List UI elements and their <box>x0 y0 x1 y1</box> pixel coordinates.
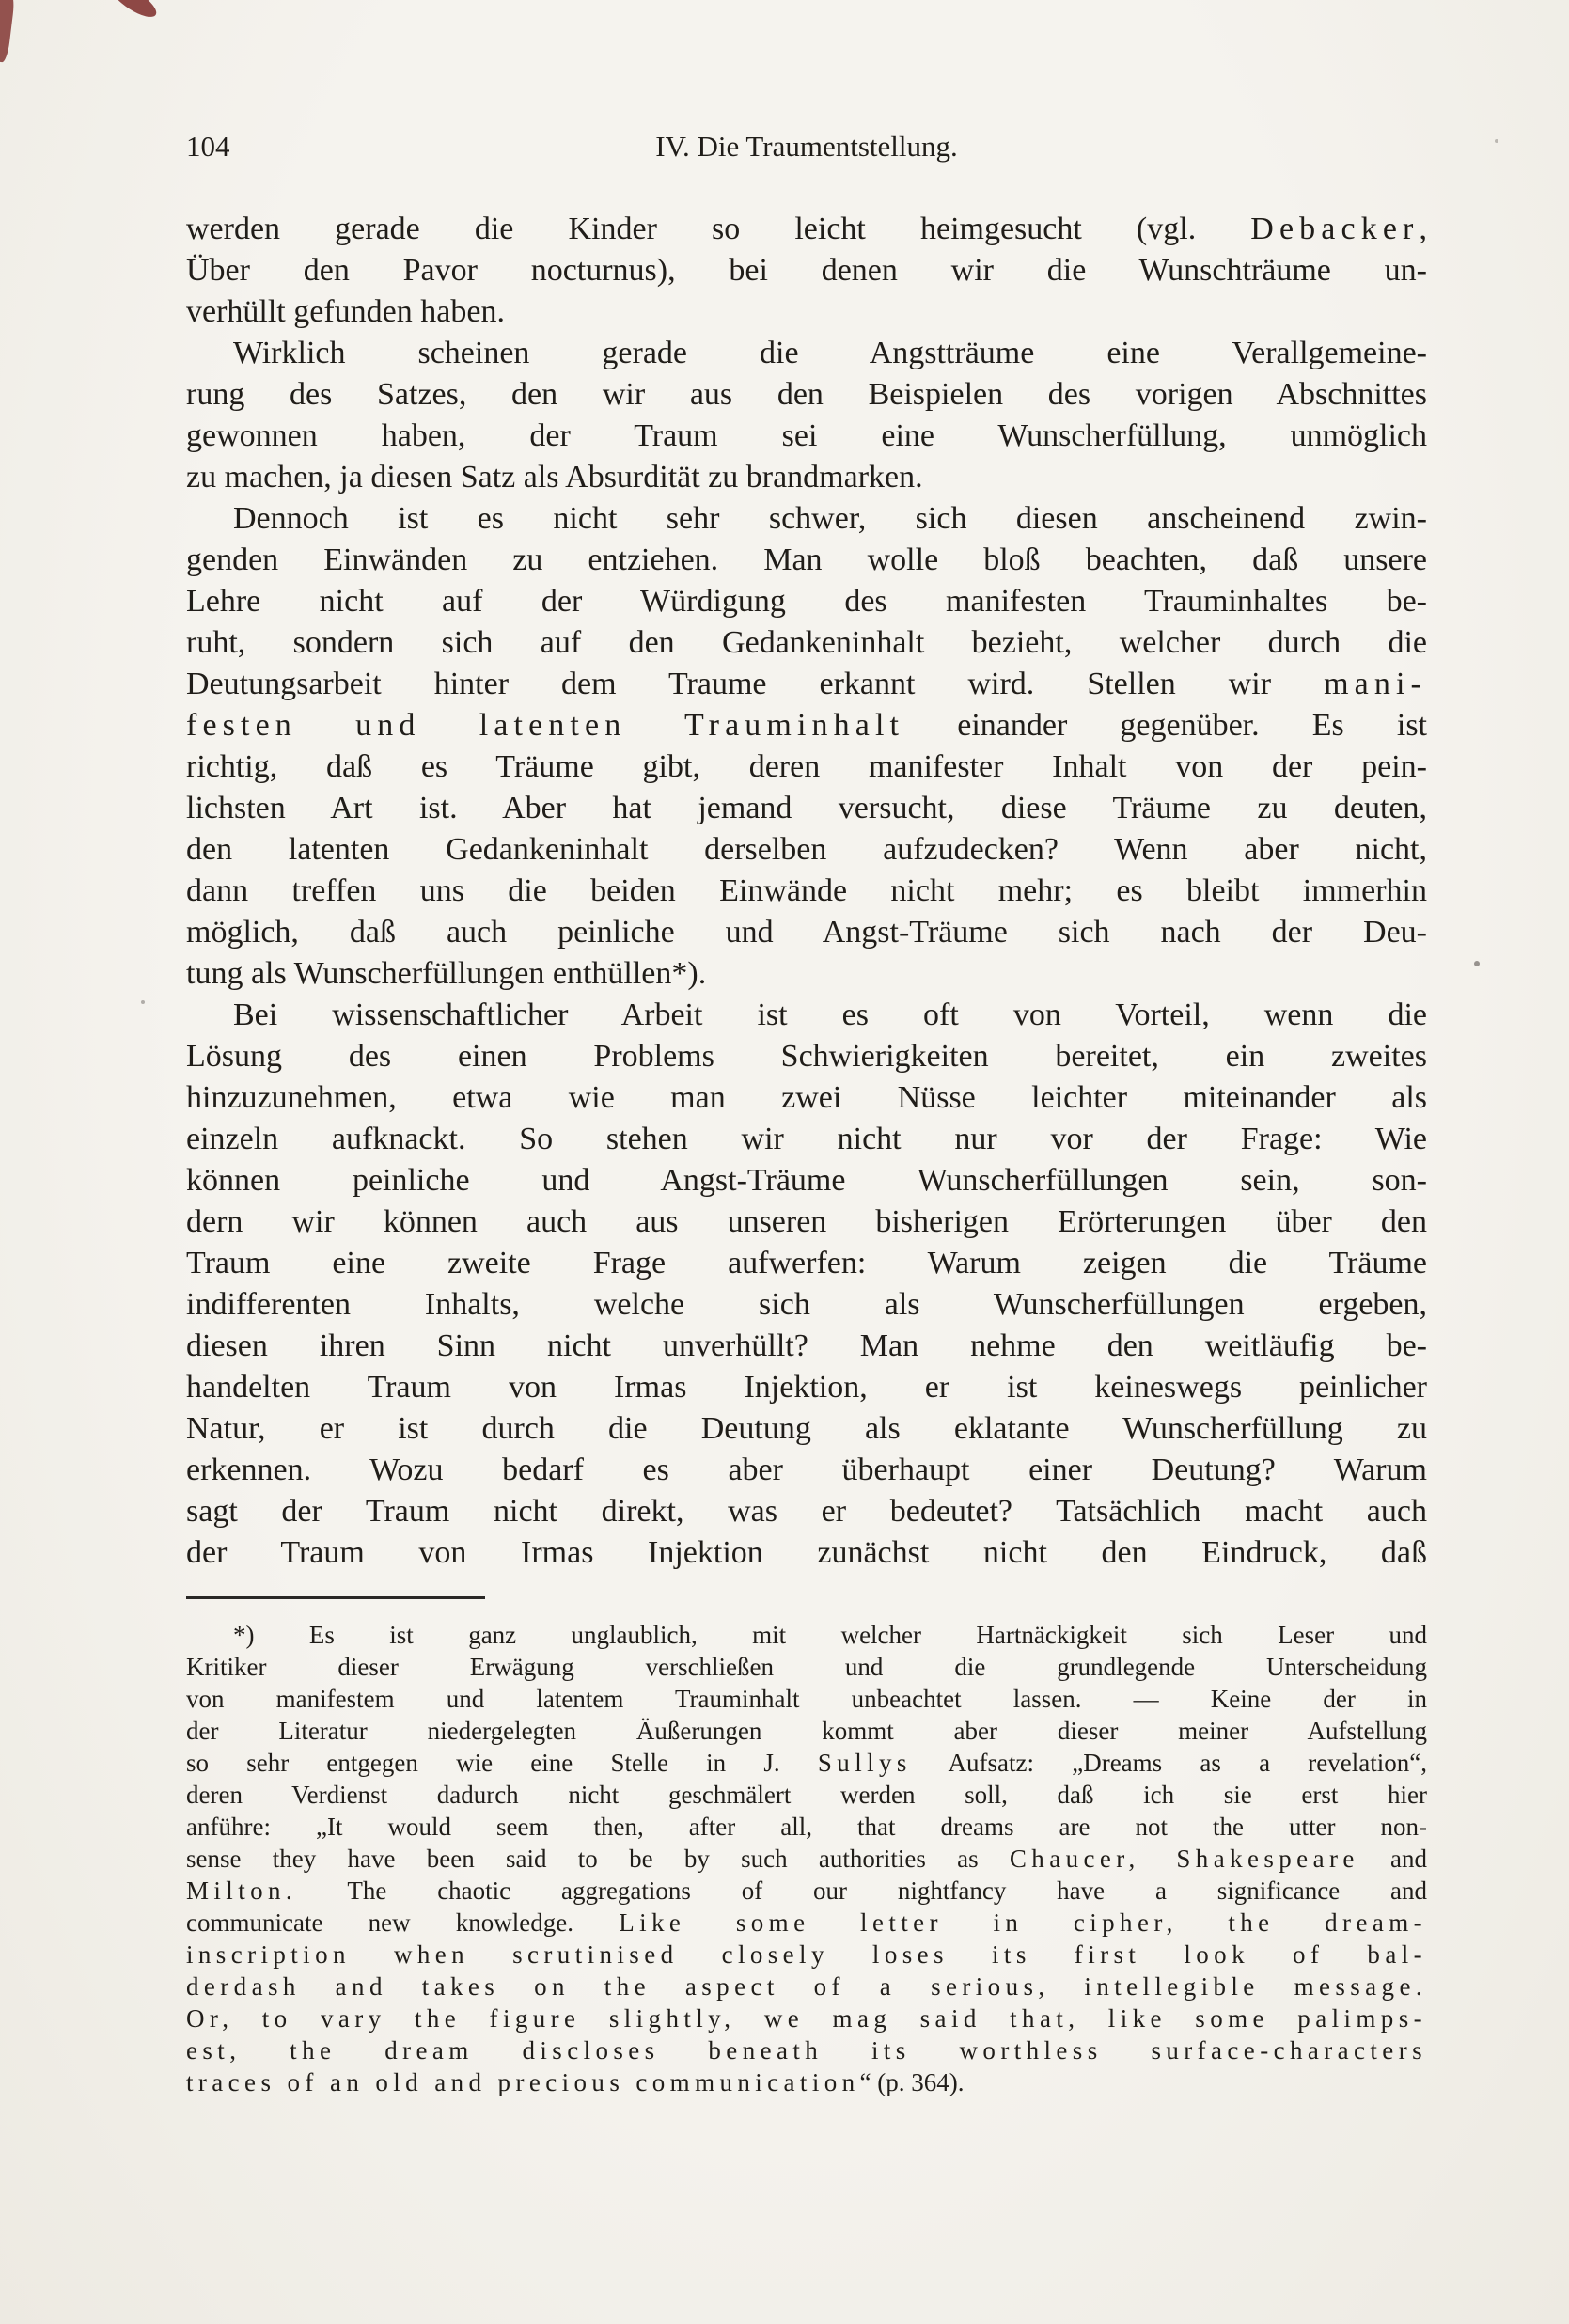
text-line: Wirklich scheinen gerade die Angstträume eine Verallgemeine- <box>233 336 1427 370</box>
letterspaced-text: traces of an old and precious communication <box>186 2068 860 2096</box>
text-line: genden Einwänden zu entziehen. Man wolle bloß beachten, daß unsere <box>186 542 1427 577</box>
text-line: diesen ihren Sinn nicht unverhüllt? Man nehme den weitläufig be- <box>186 1328 1427 1363</box>
text-line: Bei wissenschaftlicher Arbeit ist es oft von Vorteil, wenn die <box>233 997 1427 1032</box>
text-line: verhüllt gefunden haben. <box>186 294 505 329</box>
letterspaced-text: Like some letter in cipher, the dream- <box>619 1908 1427 1937</box>
letterspaced-text: Debacker <box>1250 212 1420 246</box>
letterspaced-text: mani- <box>1324 667 1427 701</box>
letterspaced-text: Chaucer, Shakespeare <box>1009 1845 1359 1873</box>
footnote <box>186 1619 1427 2098</box>
paragraph <box>186 498 1427 995</box>
text-line: den latenten Gedankeninhalt derselben aufzudecken? Wenn aber nicht, <box>186 832 1427 867</box>
letterspaced-text: Sullys <box>817 1749 912 1777</box>
text-line: tung als Wunscherfüllungen enthüllen*). <box>186 956 707 991</box>
text-line: dern wir können auch aus unseren bisherigen Erörterungen über den <box>186 1204 1427 1239</box>
running-title: IV. Die Traumentstellung. <box>655 130 958 163</box>
text-line: möglich, daß auch peinliche und Angst-Träume sich nach der Deu- <box>186 915 1427 950</box>
text-line: Lehre nicht auf der Würdigung des manifesten Trauminhaltes be- <box>186 584 1427 619</box>
letterspaced-text: Milton. <box>186 1876 298 1905</box>
scan-artifact <box>1474 961 1480 966</box>
text-line: werden gerade die Kinder so leicht heimgesucht (vgl. Debacker, <box>186 212 1427 246</box>
text-line: indifferenten Inhalts, welche sich als Wunscherfüllungen ergeben, <box>186 1287 1427 1322</box>
text-line: anführe: „It would seem then, after all, that dreams are not the utter non- <box>186 1813 1427 1841</box>
paragraph <box>186 209 1427 333</box>
text-line: sagt der Traum nicht direkt, was er bedeutet? Tatsächlich macht auch <box>186 1494 1427 1529</box>
text-line: Lösung des einen Problems Schwierigkeiten bereitet, ein zweites <box>186 1039 1427 1074</box>
text-line: Dennoch ist es nicht sehr schwer, sich diesen anscheinend zwin- <box>233 501 1427 536</box>
text-line: deren Verdienst dadurch nicht geschmälert werden soll, daß ich sie erst hier <box>186 1781 1427 1809</box>
page-number: 104 <box>186 130 230 163</box>
text-line: von manifestem und latentem Trauminhalt unbeachtet lassen. — Keine der in <box>186 1685 1427 1713</box>
text-line: zu machen, ja diesen Satz als Absurdität zu brandmarken. <box>186 460 923 495</box>
text-line: so sehr entgegen wie eine Stelle in J. Sullys Aufsatz: „Dreams as a revelation“, <box>186 1749 1427 1777</box>
page-header <box>186 126 1427 167</box>
text-line: traces of an old and precious communication“ (p. 364). <box>186 2068 965 2096</box>
body-text <box>186 209 1427 1574</box>
scan-artifact <box>0 0 15 63</box>
text-line <box>186 1971 1427 2002</box>
text-line: Deutungsarbeit hinter dem Traume erkannt wird. Stellen wir mani- <box>186 667 1427 701</box>
paragraph <box>186 995 1427 1574</box>
text-line <box>186 1939 1427 1971</box>
letterspaced-text: Or, to vary the figure slightly, we mag said that, like some palimps- <box>186 2004 1427 2033</box>
text-line: Über den Pavor nocturnus), bei denen wir die Wunschträume un- <box>186 253 1427 288</box>
text-line: communicate new knowledge. Like some letter in cipher, the dream- <box>186 1908 1427 1937</box>
text-line: dann treffen uns die beiden Einwände nicht mehr; es bleibt immerhin <box>186 873 1427 908</box>
scan-artifact <box>108 0 161 23</box>
text-line: festen und latenten Trauminhalt einander gegenüber. Es ist <box>186 708 1427 743</box>
footnote-separator <box>186 1596 485 1599</box>
text-line: der Literatur niedergelegten Äußerungen kommt aber dieser meiner Aufstellung <box>186 1717 1427 1745</box>
text-line: einzeln aufknackt. So stehen wir nicht nur vor der Frage: Wie <box>186 1122 1427 1156</box>
text-line: erkennen. Wozu bedarf es aber überhaupt einer Deutung? Warum <box>186 1452 1427 1487</box>
text-line: richtig, daß es Träume gibt, deren manifester Inhalt von der pein- <box>186 749 1427 784</box>
text-line: der Traum von Irmas Injektion zunächst nicht den Eindruck, daß <box>186 1535 1427 1570</box>
text-line <box>186 2002 1427 2034</box>
scan-artifact <box>1495 139 1498 143</box>
text-line: Natur, er ist durch die Deutung als eklatante Wunscherfüllung zu <box>186 1411 1427 1446</box>
text-line: sense they have been said to be by such authorities as Chaucer, Shakespeare and <box>186 1845 1427 1873</box>
text-line: können peinliche und Angst-Träume Wunscherfüllungen sein, son- <box>186 1163 1427 1198</box>
text-line: rung des Satzes, den wir aus den Beispielen des vorigen Abschnittes <box>186 377 1427 412</box>
paragraph <box>186 333 1427 498</box>
text-line: hinzuzunehmen, etwa wie man zwei Nüsse leichter miteinander als <box>186 1080 1427 1115</box>
text-line: gewonnen haben, der Traum sei eine Wunscherfüllung, unmöglich <box>186 418 1427 453</box>
text-line: handelten Traum von Irmas Injektion, er ist keineswegs peinlicher <box>186 1370 1427 1405</box>
text-line: ruht, sondern sich auf den Gedankeninhalt bezieht, welcher durch die <box>186 625 1427 660</box>
letterspaced-text: inscription when scrutinised closely loses its first look of bal- <box>186 1940 1427 1969</box>
paragraph <box>186 1619 1427 2098</box>
text-line: *) Es ist ganz unglaublich, mit welcher Hartnäckigkeit sich Leser und <box>233 1621 1427 1649</box>
scan-artifact <box>141 1000 145 1004</box>
letterspaced-text: festen und latenten Trauminhalt <box>186 708 905 743</box>
text-line: lichsten Art ist. Aber hat jemand versucht, diese Träume zu deuten, <box>186 791 1427 825</box>
text-line <box>186 2034 1427 2066</box>
text-line: Traum eine zweite Frage aufwerfen: Warum zeigen die Träume <box>186 1246 1427 1280</box>
text-line: Milton. The chaotic aggregations of our nightfancy have a significance and <box>186 1876 1427 1905</box>
text-line: Kritiker dieser Erwägung verschließen und die grundlegende Unterscheidung <box>186 1653 1427 1681</box>
letterspaced-text: derdash and takes on the aspect of a serious, intellegible message. <box>186 1972 1427 2001</box>
letterspaced-text: est, the dream discloses beneath its worthless surface-characters <box>186 2036 1427 2065</box>
